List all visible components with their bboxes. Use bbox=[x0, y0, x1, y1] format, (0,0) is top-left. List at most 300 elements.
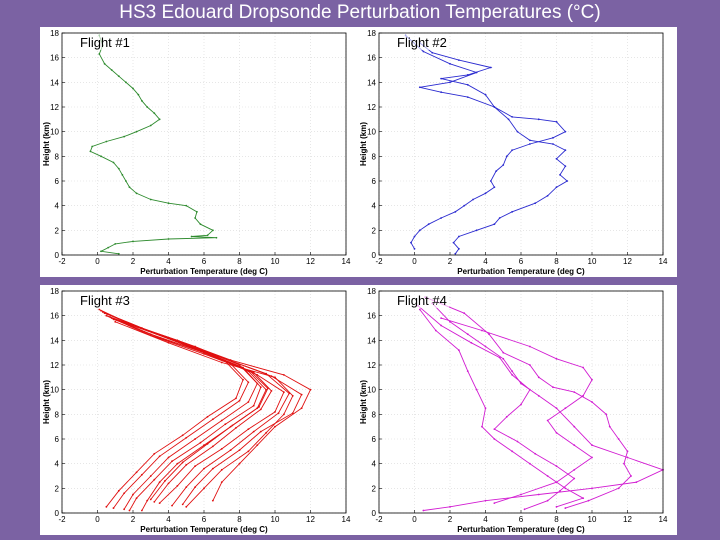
data-point bbox=[529, 463, 531, 465]
data-point bbox=[221, 420, 223, 422]
data-point bbox=[547, 420, 549, 422]
x-tick-label: 0 bbox=[95, 515, 100, 524]
data-point bbox=[591, 457, 593, 459]
data-point bbox=[511, 450, 513, 452]
data-point bbox=[247, 401, 249, 403]
data-point bbox=[618, 487, 620, 489]
y-tick-label: 12 bbox=[50, 361, 59, 370]
data-point bbox=[556, 432, 558, 434]
data-point bbox=[121, 174, 123, 176]
data-point bbox=[150, 335, 152, 337]
data-point bbox=[538, 376, 540, 378]
data-point bbox=[458, 349, 460, 351]
data-point bbox=[129, 186, 131, 188]
y-tick-label: 0 bbox=[371, 251, 376, 260]
data-point bbox=[176, 463, 178, 465]
data-point bbox=[485, 346, 487, 348]
x-axis-label: Perturbation Temperature (deg C) bbox=[140, 525, 268, 534]
x-tick-label: 14 bbox=[341, 257, 351, 266]
data-point bbox=[467, 333, 469, 335]
data-point bbox=[508, 118, 510, 120]
data-point bbox=[105, 315, 107, 317]
data-point bbox=[301, 394, 303, 396]
data-point bbox=[274, 411, 276, 413]
data-point bbox=[493, 428, 495, 430]
y-tick-label: 10 bbox=[50, 127, 59, 137]
data-point bbox=[485, 94, 487, 96]
data-point bbox=[588, 500, 590, 502]
data-point bbox=[185, 205, 187, 207]
data-point bbox=[136, 192, 138, 194]
data-point bbox=[511, 149, 513, 151]
data-point bbox=[159, 118, 161, 120]
y-tick-label: 0 bbox=[371, 509, 376, 518]
data-point bbox=[414, 236, 416, 238]
data-point bbox=[118, 490, 120, 492]
x-tick-label: 2 bbox=[130, 515, 136, 524]
data-point bbox=[256, 444, 258, 446]
data-point bbox=[529, 346, 531, 348]
data-point bbox=[207, 443, 209, 445]
data-point bbox=[249, 370, 251, 372]
data-point bbox=[141, 510, 143, 512]
data-point bbox=[247, 428, 249, 430]
data-point bbox=[476, 229, 478, 231]
data-point bbox=[556, 358, 558, 360]
x-axis-label: Perturbation Temperature (deg C) bbox=[140, 267, 268, 276]
data-point bbox=[435, 330, 437, 332]
y-tick-label: 8 bbox=[371, 152, 376, 162]
y-tick-label: 4 bbox=[371, 201, 376, 211]
y-tick-label: 6 bbox=[54, 177, 59, 186]
data-point bbox=[440, 217, 442, 219]
data-point bbox=[591, 379, 593, 381]
data-point bbox=[467, 74, 469, 76]
data-point bbox=[534, 453, 536, 455]
x-tick-label: 2 bbox=[447, 257, 453, 266]
x-tick-label: 12 bbox=[306, 515, 315, 524]
data-point bbox=[253, 431, 255, 433]
x-tick-label: 14 bbox=[341, 515, 351, 524]
data-point bbox=[194, 465, 196, 467]
data-point bbox=[470, 342, 472, 344]
x-tick-label: 0 bbox=[412, 257, 417, 266]
data-point bbox=[182, 503, 184, 505]
data-point bbox=[534, 202, 536, 204]
data-point bbox=[171, 338, 173, 340]
y-tick-label: 0 bbox=[54, 251, 59, 260]
data-point bbox=[171, 460, 173, 462]
y-tick-label: 18 bbox=[50, 29, 59, 38]
data-point bbox=[212, 229, 214, 231]
data-point bbox=[511, 116, 513, 118]
data-point bbox=[150, 199, 152, 201]
data-point bbox=[230, 449, 232, 451]
data-point bbox=[232, 425, 234, 427]
data-point bbox=[547, 475, 549, 477]
y-tick-label: 12 bbox=[367, 361, 376, 370]
data-point bbox=[191, 236, 193, 238]
x-axis-label: Perturbation Temperature (deg C) bbox=[457, 267, 585, 276]
data-point bbox=[153, 479, 155, 481]
data-point bbox=[168, 202, 170, 204]
data-point bbox=[153, 112, 155, 114]
data-point bbox=[564, 507, 566, 509]
y-tick-label: 18 bbox=[50, 287, 59, 296]
data-point bbox=[538, 395, 540, 397]
data-point bbox=[146, 106, 148, 108]
series-line bbox=[110, 317, 289, 506]
data-point bbox=[529, 139, 531, 141]
data-point bbox=[123, 136, 125, 138]
data-point bbox=[493, 223, 495, 225]
data-point bbox=[440, 317, 442, 319]
data-point bbox=[556, 121, 558, 123]
data-point bbox=[449, 81, 451, 83]
data-point bbox=[141, 100, 143, 102]
x-tick-label: -2 bbox=[375, 515, 383, 524]
y-tick-label: 16 bbox=[367, 53, 376, 63]
data-point bbox=[499, 357, 501, 359]
data-point bbox=[91, 146, 93, 148]
data-point bbox=[113, 507, 115, 509]
x-tick-label: 2 bbox=[447, 515, 453, 524]
data-point bbox=[207, 234, 209, 236]
data-point bbox=[221, 469, 223, 471]
y-axis-label: Height (km) bbox=[42, 380, 51, 424]
data-point bbox=[150, 475, 152, 477]
x-tick-label: 4 bbox=[483, 257, 488, 266]
x-tick-label: 6 bbox=[518, 515, 524, 524]
x-tick-label: 12 bbox=[306, 257, 315, 266]
data-point bbox=[630, 475, 632, 477]
data-point bbox=[200, 223, 202, 225]
data-point bbox=[605, 413, 607, 415]
chart-flight-3 bbox=[40, 285, 360, 535]
data-point bbox=[114, 321, 116, 323]
data-point bbox=[573, 391, 575, 393]
data-point bbox=[176, 485, 178, 487]
x-tick-label: -2 bbox=[375, 257, 383, 266]
data-point bbox=[153, 453, 155, 455]
data-point bbox=[260, 431, 262, 433]
data-point bbox=[216, 237, 218, 239]
data-point bbox=[458, 236, 460, 238]
data-point bbox=[481, 330, 483, 332]
chart-panel-flight-1 bbox=[40, 27, 360, 277]
y-tick-label: 6 bbox=[371, 177, 376, 186]
data-point bbox=[271, 390, 273, 392]
data-point bbox=[556, 158, 558, 160]
data-point bbox=[123, 492, 125, 494]
data-point bbox=[552, 386, 554, 388]
data-point bbox=[159, 455, 161, 457]
data-point bbox=[182, 434, 184, 436]
data-point bbox=[260, 386, 262, 388]
data-point bbox=[552, 143, 554, 145]
data-point bbox=[185, 486, 187, 488]
data-point bbox=[278, 412, 280, 414]
data-point bbox=[490, 180, 492, 182]
data-point bbox=[493, 106, 495, 108]
data-point bbox=[235, 397, 237, 399]
data-point bbox=[168, 238, 170, 240]
data-point bbox=[454, 211, 456, 213]
data-point bbox=[502, 358, 504, 360]
y-tick-label: 10 bbox=[367, 127, 376, 137]
data-point bbox=[271, 375, 273, 377]
data-point bbox=[564, 487, 566, 489]
data-point bbox=[591, 487, 593, 489]
data-point bbox=[556, 407, 558, 409]
y-tick-label: 14 bbox=[50, 78, 59, 88]
data-point bbox=[529, 389, 531, 391]
data-point bbox=[524, 508, 526, 510]
data-point bbox=[566, 180, 568, 182]
data-point bbox=[520, 404, 522, 406]
data-point bbox=[283, 413, 285, 415]
data-point bbox=[564, 149, 566, 151]
y-tick-label: 2 bbox=[371, 484, 376, 494]
data-point bbox=[547, 195, 549, 197]
data-point bbox=[168, 483, 170, 485]
data-point bbox=[499, 217, 501, 219]
y-tick-label: 18 bbox=[367, 287, 376, 296]
data-point bbox=[150, 499, 152, 501]
data-point bbox=[627, 450, 629, 452]
data-point bbox=[449, 506, 451, 508]
chart-panel-flight-3 bbox=[40, 285, 360, 535]
data-point bbox=[105, 141, 107, 143]
data-point bbox=[472, 199, 474, 201]
x-tick-label: 14 bbox=[658, 257, 668, 266]
data-point bbox=[493, 186, 495, 188]
y-tick-label: 10 bbox=[50, 385, 59, 395]
series-line bbox=[114, 319, 302, 504]
x-tick-label: 6 bbox=[201, 257, 207, 266]
data-point bbox=[194, 217, 196, 219]
data-point bbox=[623, 463, 625, 465]
data-point bbox=[495, 170, 497, 172]
data-point bbox=[171, 505, 173, 507]
x-tick-label: 0 bbox=[412, 515, 417, 524]
x-tick-label: 10 bbox=[587, 515, 597, 524]
data-point bbox=[118, 75, 120, 77]
data-point bbox=[573, 426, 575, 428]
data-point bbox=[260, 409, 262, 411]
data-point bbox=[419, 86, 421, 88]
chart-title: Flight #3 bbox=[80, 293, 130, 308]
data-point bbox=[559, 490, 561, 492]
data-point bbox=[490, 67, 492, 69]
y-tick-label: 8 bbox=[371, 410, 376, 420]
data-point bbox=[414, 248, 416, 250]
data-point bbox=[194, 486, 196, 488]
data-point bbox=[292, 412, 294, 414]
data-point bbox=[194, 438, 196, 440]
data-point bbox=[573, 469, 575, 471]
chart-title: Flight #4 bbox=[397, 293, 447, 308]
data-point bbox=[428, 223, 430, 225]
chart-panel-flight-2 bbox=[357, 27, 677, 277]
data-point bbox=[467, 370, 469, 372]
data-point bbox=[453, 242, 455, 244]
data-point bbox=[221, 481, 223, 483]
x-tick-label: 10 bbox=[270, 515, 280, 524]
data-point bbox=[90, 151, 92, 153]
y-axis-label: Height (km) bbox=[42, 122, 51, 166]
data-point bbox=[609, 426, 611, 428]
data-point bbox=[247, 381, 249, 383]
data-point bbox=[239, 449, 241, 451]
data-point bbox=[182, 462, 184, 464]
x-tick-label: 12 bbox=[623, 515, 632, 524]
x-tick-label: 4 bbox=[166, 515, 171, 524]
data-point bbox=[485, 500, 487, 502]
data-point bbox=[288, 392, 290, 394]
data-point bbox=[265, 432, 267, 434]
y-tick-label: 2 bbox=[54, 226, 59, 236]
y-tick-label: 4 bbox=[54, 201, 59, 211]
data-point bbox=[419, 309, 421, 311]
y-tick-label: 16 bbox=[367, 311, 376, 321]
data-point bbox=[573, 478, 575, 480]
x-tick-label: 2 bbox=[130, 257, 136, 266]
data-point bbox=[203, 487, 205, 489]
series-line bbox=[406, 36, 568, 254]
data-point bbox=[203, 468, 205, 470]
data-point bbox=[98, 53, 100, 55]
data-point bbox=[517, 441, 519, 443]
data-point bbox=[529, 364, 531, 366]
data-point bbox=[564, 407, 566, 409]
data-point bbox=[559, 174, 561, 176]
data-point bbox=[618, 438, 620, 440]
data-point bbox=[153, 501, 155, 503]
data-point bbox=[410, 242, 412, 244]
data-point bbox=[132, 494, 134, 496]
data-point bbox=[485, 407, 487, 409]
data-point bbox=[136, 497, 138, 499]
data-point bbox=[493, 502, 495, 504]
data-point bbox=[274, 426, 276, 428]
chart-flight-4 bbox=[357, 285, 677, 535]
data-point bbox=[258, 406, 260, 408]
data-point bbox=[267, 388, 269, 390]
x-tick-label: 8 bbox=[554, 257, 559, 266]
data-point bbox=[129, 510, 131, 512]
data-point bbox=[422, 510, 424, 512]
y-tick-label: 6 bbox=[371, 435, 376, 444]
data-point bbox=[517, 131, 519, 133]
data-point bbox=[506, 155, 508, 157]
data-point bbox=[431, 52, 433, 54]
data-point bbox=[224, 358, 226, 360]
data-point bbox=[502, 352, 504, 354]
y-tick-label: 4 bbox=[371, 459, 376, 469]
data-point bbox=[221, 362, 223, 364]
data-point bbox=[132, 88, 134, 90]
y-tick-label: 16 bbox=[50, 311, 59, 321]
data-point bbox=[449, 63, 451, 65]
data-point bbox=[467, 96, 469, 98]
x-tick-label: 6 bbox=[201, 515, 207, 524]
x-tick-label: 10 bbox=[587, 257, 597, 266]
series-line bbox=[90, 36, 216, 254]
data-point bbox=[419, 229, 421, 231]
data-point bbox=[168, 457, 170, 459]
data-point bbox=[301, 407, 303, 409]
data-point bbox=[454, 253, 456, 255]
data-point bbox=[635, 481, 637, 483]
data-point bbox=[440, 91, 442, 93]
x-tick-label: 10 bbox=[270, 257, 280, 266]
data-point bbox=[118, 168, 120, 170]
page-title: HS3 Edouard Dropsonde Perturbation Temperatures (°C) bbox=[119, 2, 601, 23]
x-tick-label: -2 bbox=[58, 515, 66, 524]
data-point bbox=[136, 471, 138, 473]
data-point bbox=[538, 118, 540, 120]
x-tick-label: 4 bbox=[166, 257, 171, 266]
data-point bbox=[283, 374, 285, 376]
y-tick-label: 14 bbox=[367, 78, 376, 88]
y-tick-label: 14 bbox=[50, 336, 59, 346]
data-point bbox=[253, 372, 255, 374]
data-point bbox=[123, 508, 125, 510]
data-point bbox=[467, 84, 469, 86]
data-point bbox=[185, 464, 187, 466]
data-point bbox=[485, 192, 487, 194]
x-tick-label: 4 bbox=[483, 515, 488, 524]
x-tick-label: 12 bbox=[623, 257, 632, 266]
data-point bbox=[310, 389, 312, 391]
data-point bbox=[506, 416, 508, 418]
data-point bbox=[141, 474, 143, 476]
x-tick-label: 0 bbox=[95, 257, 100, 266]
data-point bbox=[511, 374, 513, 376]
series-line bbox=[420, 310, 583, 507]
data-point bbox=[502, 164, 504, 166]
data-point bbox=[520, 494, 522, 496]
data-point bbox=[164, 480, 166, 482]
series-line bbox=[119, 321, 311, 501]
chart-title: Flight #1 bbox=[80, 35, 130, 50]
data-point bbox=[196, 211, 198, 213]
data-point bbox=[511, 211, 513, 213]
data-point bbox=[481, 426, 483, 428]
data-point bbox=[185, 506, 187, 508]
data-point bbox=[104, 63, 106, 65]
y-tick-label: 0 bbox=[54, 509, 59, 518]
data-point bbox=[159, 502, 161, 504]
data-point bbox=[118, 253, 120, 255]
data-point bbox=[132, 241, 134, 243]
data-point bbox=[591, 401, 593, 403]
data-point bbox=[98, 309, 100, 311]
data-point bbox=[253, 405, 255, 407]
y-tick-label: 2 bbox=[371, 226, 376, 236]
data-point bbox=[242, 379, 244, 381]
data-point bbox=[235, 427, 237, 429]
data-point bbox=[212, 500, 214, 502]
series-line bbox=[411, 43, 565, 249]
data-point bbox=[422, 51, 424, 53]
data-point bbox=[239, 400, 241, 402]
data-point bbox=[212, 468, 214, 470]
data-point bbox=[100, 250, 102, 252]
data-point bbox=[476, 389, 478, 391]
data-point bbox=[221, 448, 223, 450]
